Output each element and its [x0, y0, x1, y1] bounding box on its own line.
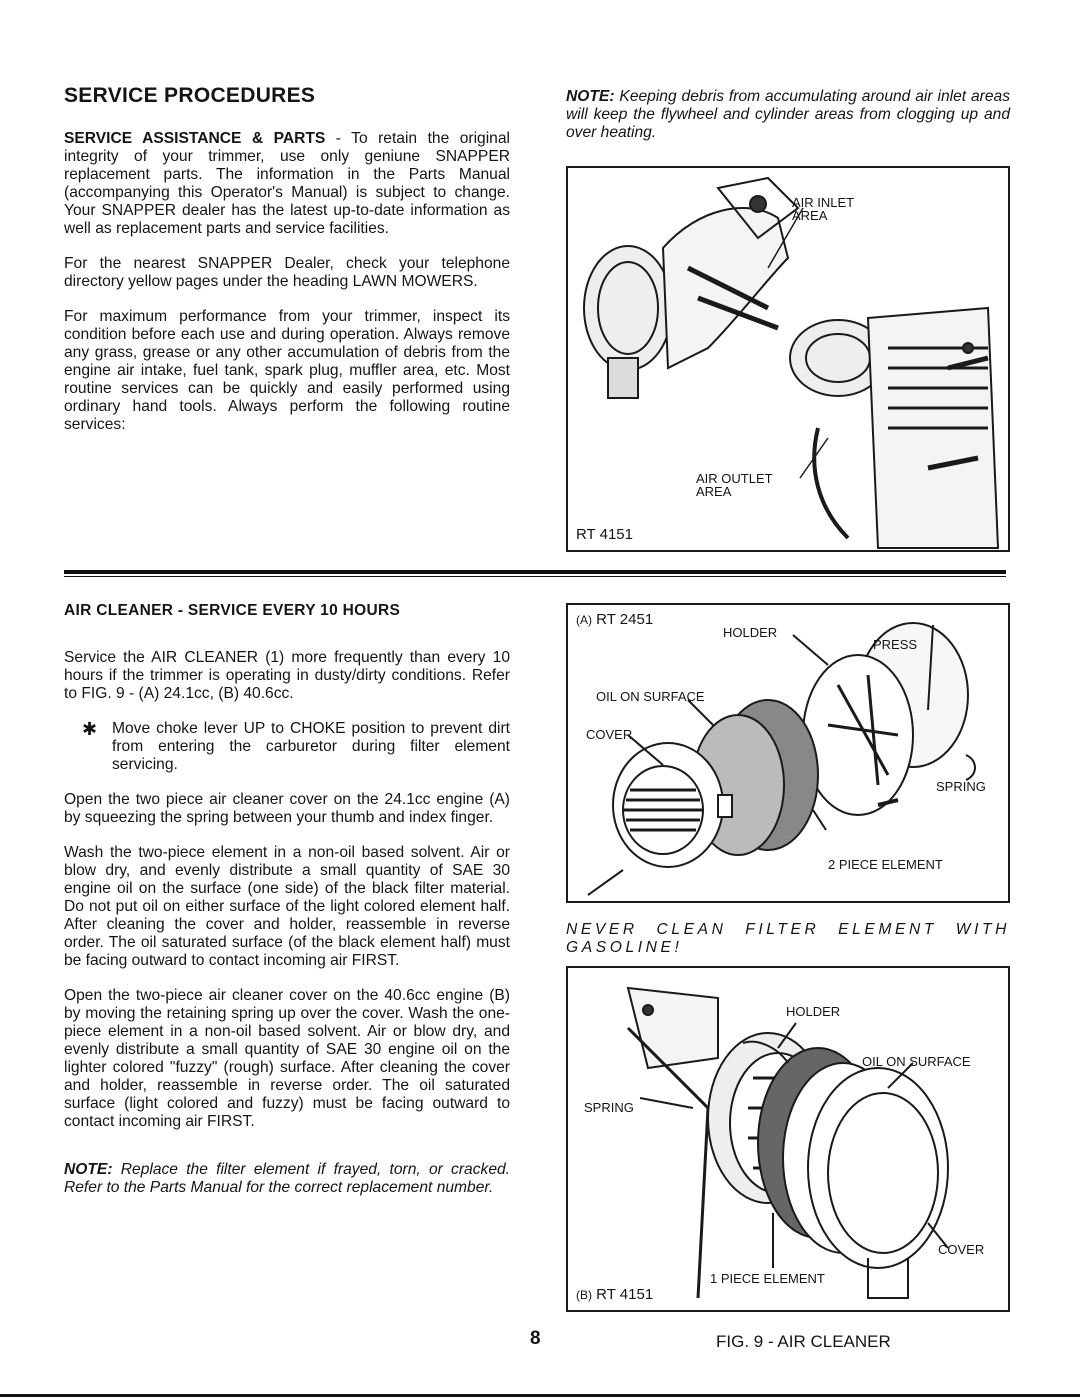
air-cleaner-intro: Service the AIR CLEANER (1) more frequently than every 10 hours if the trimmer is operating in dusty/dirty conditions. Refer to FIG. 9 - (A) 24.1cc, (B) 40.6cc. [64, 649, 510, 702]
holder-label-a: HOLDER [723, 625, 778, 640]
cover-label-a: COVER [586, 727, 633, 742]
choke-bullet [64, 720, 510, 774]
service-assistance-paragraph [64, 130, 510, 238]
air-cleaner-heading: AIR CLEANER - SERVICE EVERY 10 HOURS [64, 602, 401, 619]
figure-b-prefix: (B) [576, 1288, 592, 1302]
holder-label-b: HOLDER [786, 1004, 841, 1019]
section-divider [64, 570, 1006, 574]
wash-two-piece-paragraph: Wash the two-piece element in a non-oil based solvent. Air or blow dry, and evenly distribute a small quantity of SAE 30 engine oil on the surface (one side) of the black filter material. Do not put oil on either surface of the light colored element half. After cleaning the cover and holder, reassemble in reverse order. The oil saturated surface (of the black element half) must be facing outward to contact incoming air FIRST. [64, 844, 510, 969]
figure-a-id [576, 611, 653, 628]
replace-note-label: NOTE: [64, 1161, 113, 1178]
top-note-text: Keeping debris from accumulating around air inlet areas will keep the flywheel and cylinder areas from clogging up and over heating. [566, 88, 1010, 141]
asterisk-icon: ✱ [82, 719, 98, 739]
cover-24cc-paragraph: Open the two piece air cleaner cover on the 24.1cc engine (A) by squeezing the spring between your thumb and index finger. [64, 791, 510, 826]
air-outlet-label: AIR OUTLET AREA [696, 471, 773, 499]
air-cleaner-figure-b [566, 966, 1010, 1312]
one-piece-element-label: 1 PIECE ELEMENT [710, 1271, 825, 1286]
bottom-border [0, 1394, 1080, 1397]
figure-caption: FIG. 9 - AIR CLEANER [716, 1332, 891, 1351]
cover-40cc-paragraph: Open the two-piece air cleaner cover on the 40.6cc engine (B) by moving the retaining spring up over the cover. Wash the one-piece element in a non-oil based solvent. Air or blow dry, and evenly distribute a small quantity of SAE 30 engine oil on the lighter colored "fuzzy" (rough) surface. After cleaning the cover and holder, reassemble in reverse order. The oil saturated surface (light colored and fuzzy) must be facing outward to contact incoming air FIRST. [64, 987, 510, 1130]
cover-label-b: COVER [938, 1242, 985, 1257]
two-piece-element-label: 2 PIECE ELEMENT [828, 857, 943, 872]
oil-on-surface-label-a: OIL ON SURFACE [596, 689, 705, 704]
replace-note-text: Replace the filter element if frayed, torn, or cracked. Refer to the Parts Manual for the correct replacement number. [64, 1161, 510, 1196]
air-cleaner-figure-a [566, 603, 1010, 903]
figure-id-top: RT 4151 [576, 526, 633, 543]
service-procedures-section [64, 84, 510, 434]
spring-label-b: SPRING [584, 1100, 634, 1115]
section-divider-thin [64, 576, 1006, 577]
one-piece-air-cleaner-illustration [568, 968, 1008, 1310]
maintenance-paragraph: For maximum performance from your trimmer, inspect its condition before each use and during operation. Always remove any grass, grease or any other accumulation of debris from the engine air intake, fuel tank, spark plug, muffler area, etc. Most routine services can be quickly and easily performed using ordinary hand tools. Always perform the following routine services: [64, 308, 510, 433]
spring-label-a: SPRING [936, 779, 986, 794]
service-assistance-lead: SERVICE ASSISTANCE & PARTS [64, 130, 326, 147]
gasoline-warning [566, 921, 1010, 957]
choke-bullet-text: Move choke lever UP to CHOKE position to prevent dirt from entering the carburetor during filter element servicing. [112, 720, 510, 773]
dealer-paragraph: For the nearest SNAPPER Dealer, check your telephone directory yellow pages under the heading LAWN MOWERS. [64, 255, 510, 290]
figure-b-id [576, 1286, 653, 1303]
top-note-label: NOTE: [566, 88, 615, 105]
gasoline-warning-text: NEVER CLEAN FILTER ELEMENT WITH GASOLINE! [566, 921, 1010, 956]
replace-filter-note [64, 1161, 510, 1197]
figure-b-number: RT 4151 [596, 1286, 654, 1303]
engine-illustration [568, 168, 1008, 550]
figure-a-prefix: (A) [576, 613, 592, 627]
page-number: 8 [530, 1328, 541, 1349]
top-note [566, 88, 1010, 142]
air-cleaner-section [64, 602, 510, 1197]
engine-airflow-figure [566, 166, 1010, 552]
air-inlet-label: AIR INLET AREA [792, 195, 854, 223]
service-assistance-text: - To retain the original integrity of your trimmer, use only geniune SNAPPER replacement parts. The information in the Parts Manual (accompanying this Operator's Manual) is subject to change. Your SNAPPER dealer has the latest up-to-date information as well as replacement parts and service facilities. [64, 130, 510, 237]
page-title: SERVICE PROCEDURES [64, 84, 316, 107]
press-label: PRESS [873, 637, 918, 652]
figure-a-number: RT 2451 [596, 611, 654, 628]
oil-on-surface-label-b: OIL ON SURFACE [862, 1054, 971, 1069]
